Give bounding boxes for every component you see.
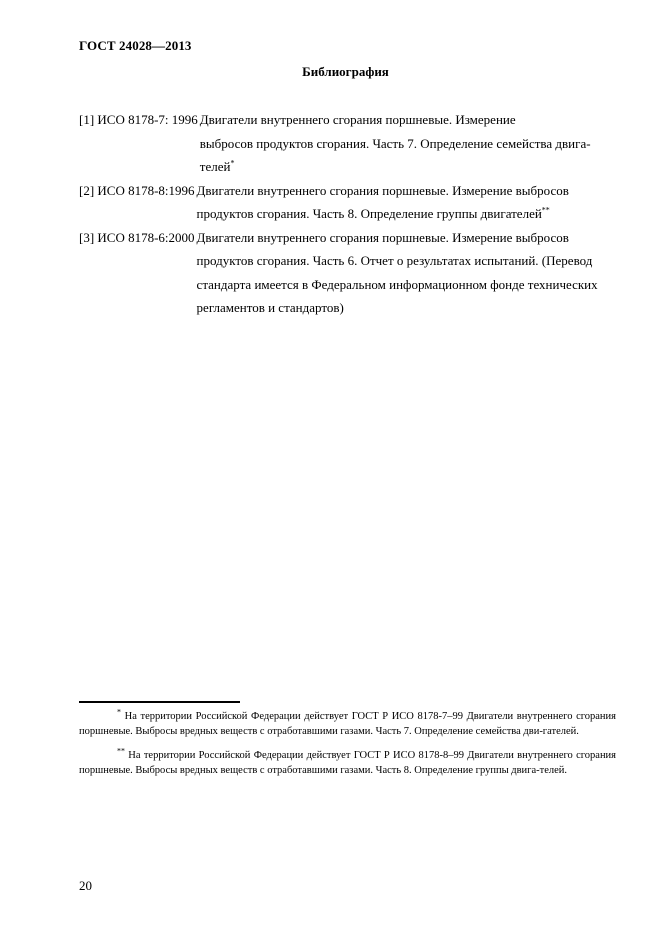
bibliography-entry: [79, 226, 624, 320]
page-number: 20: [79, 878, 92, 893]
bibliography-first-line: Двигатели внутреннего сгорания поршневые. Измерение выбросов: [196, 182, 569, 198]
footnote-marker: *: [117, 707, 121, 717]
bibliography-continuation: [197, 202, 624, 226]
bibliography-continuation-text: продуктов сгорания. Часть 8. Определение группы двигателей: [196, 206, 542, 221]
bibliography-text: [200, 108, 624, 179]
bibliography-continuation: [200, 132, 624, 179]
bibliography-text: [197, 226, 624, 320]
bibliography-list: [79, 108, 624, 320]
footnote: [79, 748, 616, 778]
bibliography-ref: [3] ИСО 8178-6:2000: [79, 229, 195, 245]
footnote: [79, 709, 616, 739]
section-title: Библиография: [302, 64, 389, 79]
document-header: ГОСТ 24028—2013: [79, 38, 192, 53]
bibliography-continuation-text: выбросов продуктов сгорания. Часть 7. Определение семейства двига-телей: [199, 135, 591, 174]
bibliography-entry: [79, 108, 624, 179]
footnote-marker: **: [541, 205, 550, 215]
bibliography-entry: [79, 179, 624, 226]
footnote-text: На территории Российской Федерации действует ГОСТ Р ИСО 8178-8–99 Двигатели внутреннего сгорания поршневые. Выбросы вредных веществ с отработавшими газами. Часть 8. Определение группы двига-телей.: [79, 750, 617, 776]
footnote-marker: *: [230, 158, 235, 168]
bibliography-first-line: Двигатели внутреннего сгорания поршневые. Измерение выбросов: [196, 229, 569, 245]
footnote-text: На территории Российской Федерации действует ГОСТ Р ИСО 8178-7–99 Двигатели внутреннего сгорания поршневые. Выбросы вредных веществ с отработавшими газами. Часть 7. Определение семейства дви-гателей.: [79, 711, 617, 737]
bibliography-ref: [2] ИСО 8178-8:1996: [79, 182, 195, 198]
footnote-marker: **: [117, 746, 125, 756]
footnote-separator: [79, 701, 240, 703]
bibliography-first-line: Двигатели внутреннего сгорания поршневые. Измерение: [199, 112, 516, 127]
bibliography-text: [197, 179, 624, 226]
bibliography-ref: [1] ИСО 8178-7: 1996: [79, 112, 198, 127]
bibliography-continuation: продуктов сгорания. Часть 6. Отчет о результатах испытаний. (Перевод стандарта имеется в Федеральном информационном фонде технических регламентов и стандартов): [196, 253, 598, 315]
footnotes: [79, 709, 616, 787]
